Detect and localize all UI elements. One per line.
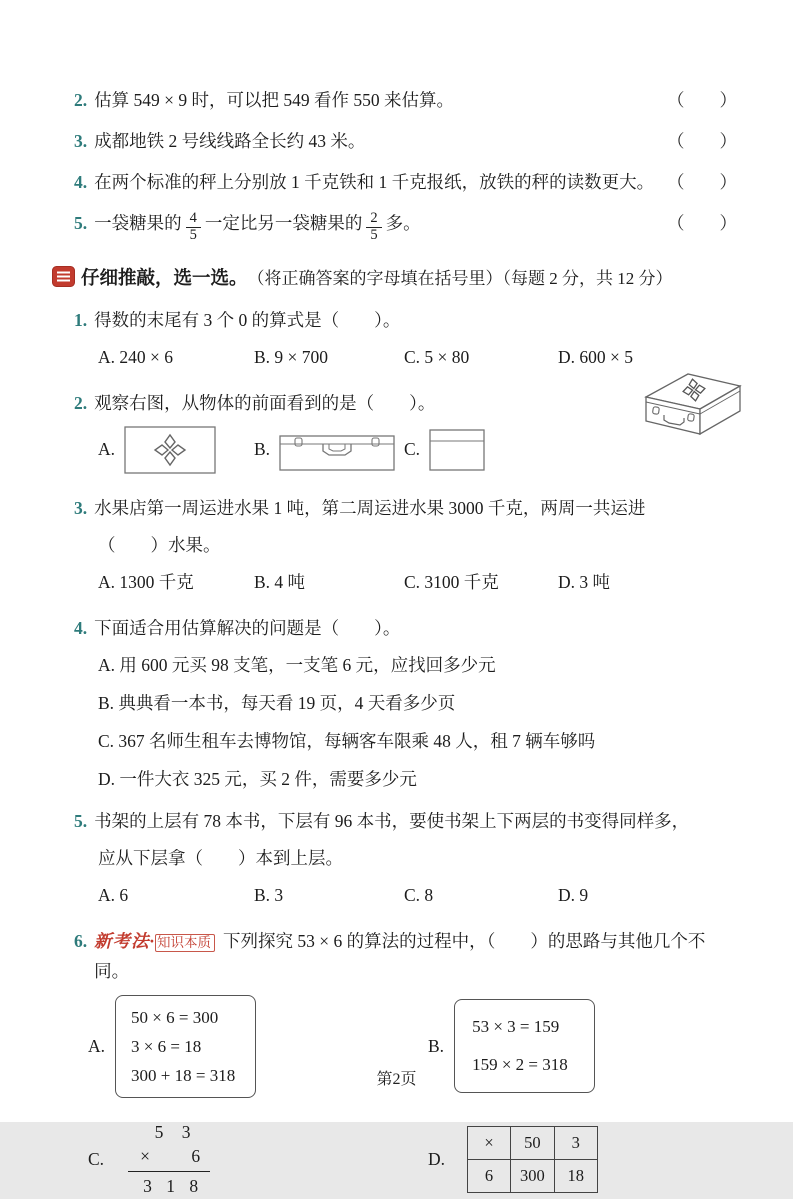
- list-icon: [52, 266, 75, 287]
- question-stem: 下面适合用估算解决的问题是（ ）。: [94, 617, 401, 638]
- grid-method-table: [467, 1126, 598, 1193]
- fraction: [366, 211, 381, 244]
- option-label: A.: [98, 439, 116, 460]
- option-c: C. 5 × 80: [404, 346, 470, 367]
- judge-item: [74, 209, 737, 244]
- calc-line: 3 × 6 = 18: [131, 1036, 202, 1056]
- item-text: 估算 549 × 9 时，可以把 549 看作 550 来估算。: [94, 90, 454, 110]
- vertical-multiplication: [128, 1120, 210, 1199]
- question-1: [74, 306, 737, 334]
- question-stem-line1: 水果店第一周运进水果 1 吨，第二周运进水果 3000 千克，两周一共运进: [94, 497, 646, 518]
- question-stem: 得数的末尾有 3 个 0 的算式是（ ）。: [94, 309, 401, 330]
- option-label: C.: [404, 439, 421, 460]
- question-stem-wrap: [94, 927, 737, 985]
- question-number: 5.: [74, 810, 88, 831]
- multiplicand: 5 3: [154, 1121, 198, 1142]
- multiplier: 6: [191, 1145, 201, 1166]
- calc-line: 300 + 18 = 318: [131, 1065, 236, 1085]
- table-row: [468, 1126, 598, 1159]
- option-b: B. 3: [254, 884, 284, 905]
- item-text: [94, 209, 661, 244]
- question-number: 4.: [74, 617, 88, 638]
- fraction: [186, 211, 201, 244]
- item-text-pre: 一袋糖果的: [94, 213, 182, 233]
- answer-blank: （ ）: [667, 213, 737, 233]
- answer-blank: （ ）: [667, 172, 737, 192]
- question-number: 1.: [74, 309, 88, 330]
- option-c: [404, 429, 633, 471]
- option-d: D. 9: [558, 884, 589, 905]
- judge-item: [74, 127, 737, 155]
- question-number: 3.: [74, 497, 88, 518]
- judge-item: [74, 168, 737, 196]
- option-d: D. 3 吨: [558, 571, 611, 592]
- fraction-numerator: 4: [189, 210, 197, 227]
- question-5-stem-line2: 应从下层拿（ ）本到上层。: [98, 847, 343, 868]
- item-text: 成都地铁 2 号线线路全长约 43 米。: [94, 131, 366, 151]
- item-number: 3.: [74, 131, 88, 151]
- box-top-view-clover-figure: [124, 426, 216, 474]
- option-label: B.: [254, 439, 271, 460]
- table-cell: 6: [468, 1159, 511, 1192]
- suitcase-front-figure: [279, 429, 395, 471]
- option-label: D.: [428, 1148, 446, 1169]
- badge-dot: ·: [149, 930, 155, 951]
- option-d: D. 600 × 5: [558, 346, 634, 367]
- answer-blank: （ ）: [667, 131, 737, 151]
- suitcase-3d-figure: [636, 364, 748, 440]
- badge-new-label: 新考法: [94, 930, 150, 951]
- times-sign: ×: [140, 1145, 150, 1166]
- multiplier-row: [128, 1144, 210, 1172]
- table-cell: 3: [554, 1126, 597, 1159]
- calc-line: 50 × 6 = 300: [131, 1007, 219, 1027]
- judge-item: [74, 86, 737, 114]
- option-label: B.: [428, 1035, 445, 1056]
- option-d: [428, 1120, 753, 1199]
- option-c: C. 3100 千克: [404, 571, 499, 592]
- question-stem: 下列探究 53 × 6 的算法的过程中，（ ）的思路与其他几个不同。: [94, 930, 706, 981]
- option-a: A. 6: [98, 884, 129, 905]
- question-5: [74, 807, 737, 835]
- question-2-options: [98, 426, 633, 474]
- item-text-post: 多。: [385, 213, 421, 233]
- option-b: B. 9 × 700: [254, 346, 329, 367]
- question-6-options: [88, 995, 753, 1199]
- option-b: B. 典典看一本书，每天看 19 页，4 天看多少页: [98, 692, 456, 713]
- question-stem: 观察右图，从物体的前面看到的是（ ）。: [94, 392, 436, 413]
- option-a: A. 1300 千克: [98, 571, 194, 592]
- section-note: （将正确答案的字母填在括号里）（每题 2 分，共 12 分）: [247, 269, 673, 289]
- calc-line: 53 × 3 = 159: [472, 1017, 560, 1037]
- option-a: A. 用 600 元买 98 支笔，一支笔 6 元，应找回多少元: [98, 654, 496, 675]
- item-number: 4.: [74, 172, 88, 192]
- question-5-options: [98, 881, 753, 909]
- table-row: [468, 1159, 598, 1192]
- option-d: D. 一件大衣 325 元，买 2 件，需要多少元: [98, 768, 417, 789]
- item-number: 2.: [74, 90, 88, 110]
- question-4: [74, 614, 737, 642]
- section-header: [52, 264, 753, 290]
- option-label: C.: [88, 1148, 105, 1169]
- option-c: C. 367 名师生租车去博物馆，每辆客车限乘 48 人，租 7 辆车够吗: [98, 730, 596, 751]
- question-3-stem-line2: （ ）水果。: [98, 534, 221, 555]
- option-c: [88, 1120, 428, 1199]
- option-b: [254, 429, 404, 471]
- item-text-mid: 一定比另一袋糖果的: [204, 213, 363, 233]
- table-cell: 18: [554, 1159, 597, 1192]
- table-cell: 50: [511, 1126, 555, 1159]
- option-a: A. 240 × 6: [98, 346, 174, 367]
- suitcase-side-figure: [429, 429, 485, 471]
- option-label: A.: [88, 1035, 106, 1056]
- page-footer: 第2页: [376, 1071, 417, 1088]
- question-3: [74, 494, 737, 522]
- question-stem-line1: 书架的上层有 78 本书，下层有 96 本书，要使书架上下两层的书变得同样多，: [94, 810, 690, 831]
- question-6: [74, 927, 737, 985]
- fraction-denominator: 5: [186, 227, 201, 244]
- question-number: 2.: [74, 392, 88, 413]
- calc-line: 159 × 2 = 318: [472, 1055, 568, 1075]
- table-cell: 300: [511, 1159, 555, 1192]
- fraction-denominator: 5: [366, 227, 381, 244]
- option-a: [98, 426, 254, 474]
- answer-blank: （ ）: [667, 90, 737, 110]
- option-b: B. 4 吨: [254, 571, 306, 592]
- product: 3 1 8: [143, 1175, 204, 1196]
- question-number: 6.: [74, 930, 88, 951]
- question-3-options: [98, 568, 753, 596]
- question-4-options: [98, 651, 753, 793]
- item-text: 在两个标准的秤上分别放 1 千克铁和 1 千克报纸，放铁的秤的读数更大。: [94, 172, 655, 192]
- fraction-numerator: 2: [370, 210, 378, 227]
- badge-tag-label: 知识本质: [155, 934, 215, 952]
- new-method-badge: [94, 931, 215, 951]
- table-cell: ×: [468, 1126, 511, 1159]
- section-title: 仔细推敲，选一选。: [81, 268, 248, 289]
- item-number: 5.: [74, 213, 88, 233]
- option-c: C. 8: [404, 884, 434, 905]
